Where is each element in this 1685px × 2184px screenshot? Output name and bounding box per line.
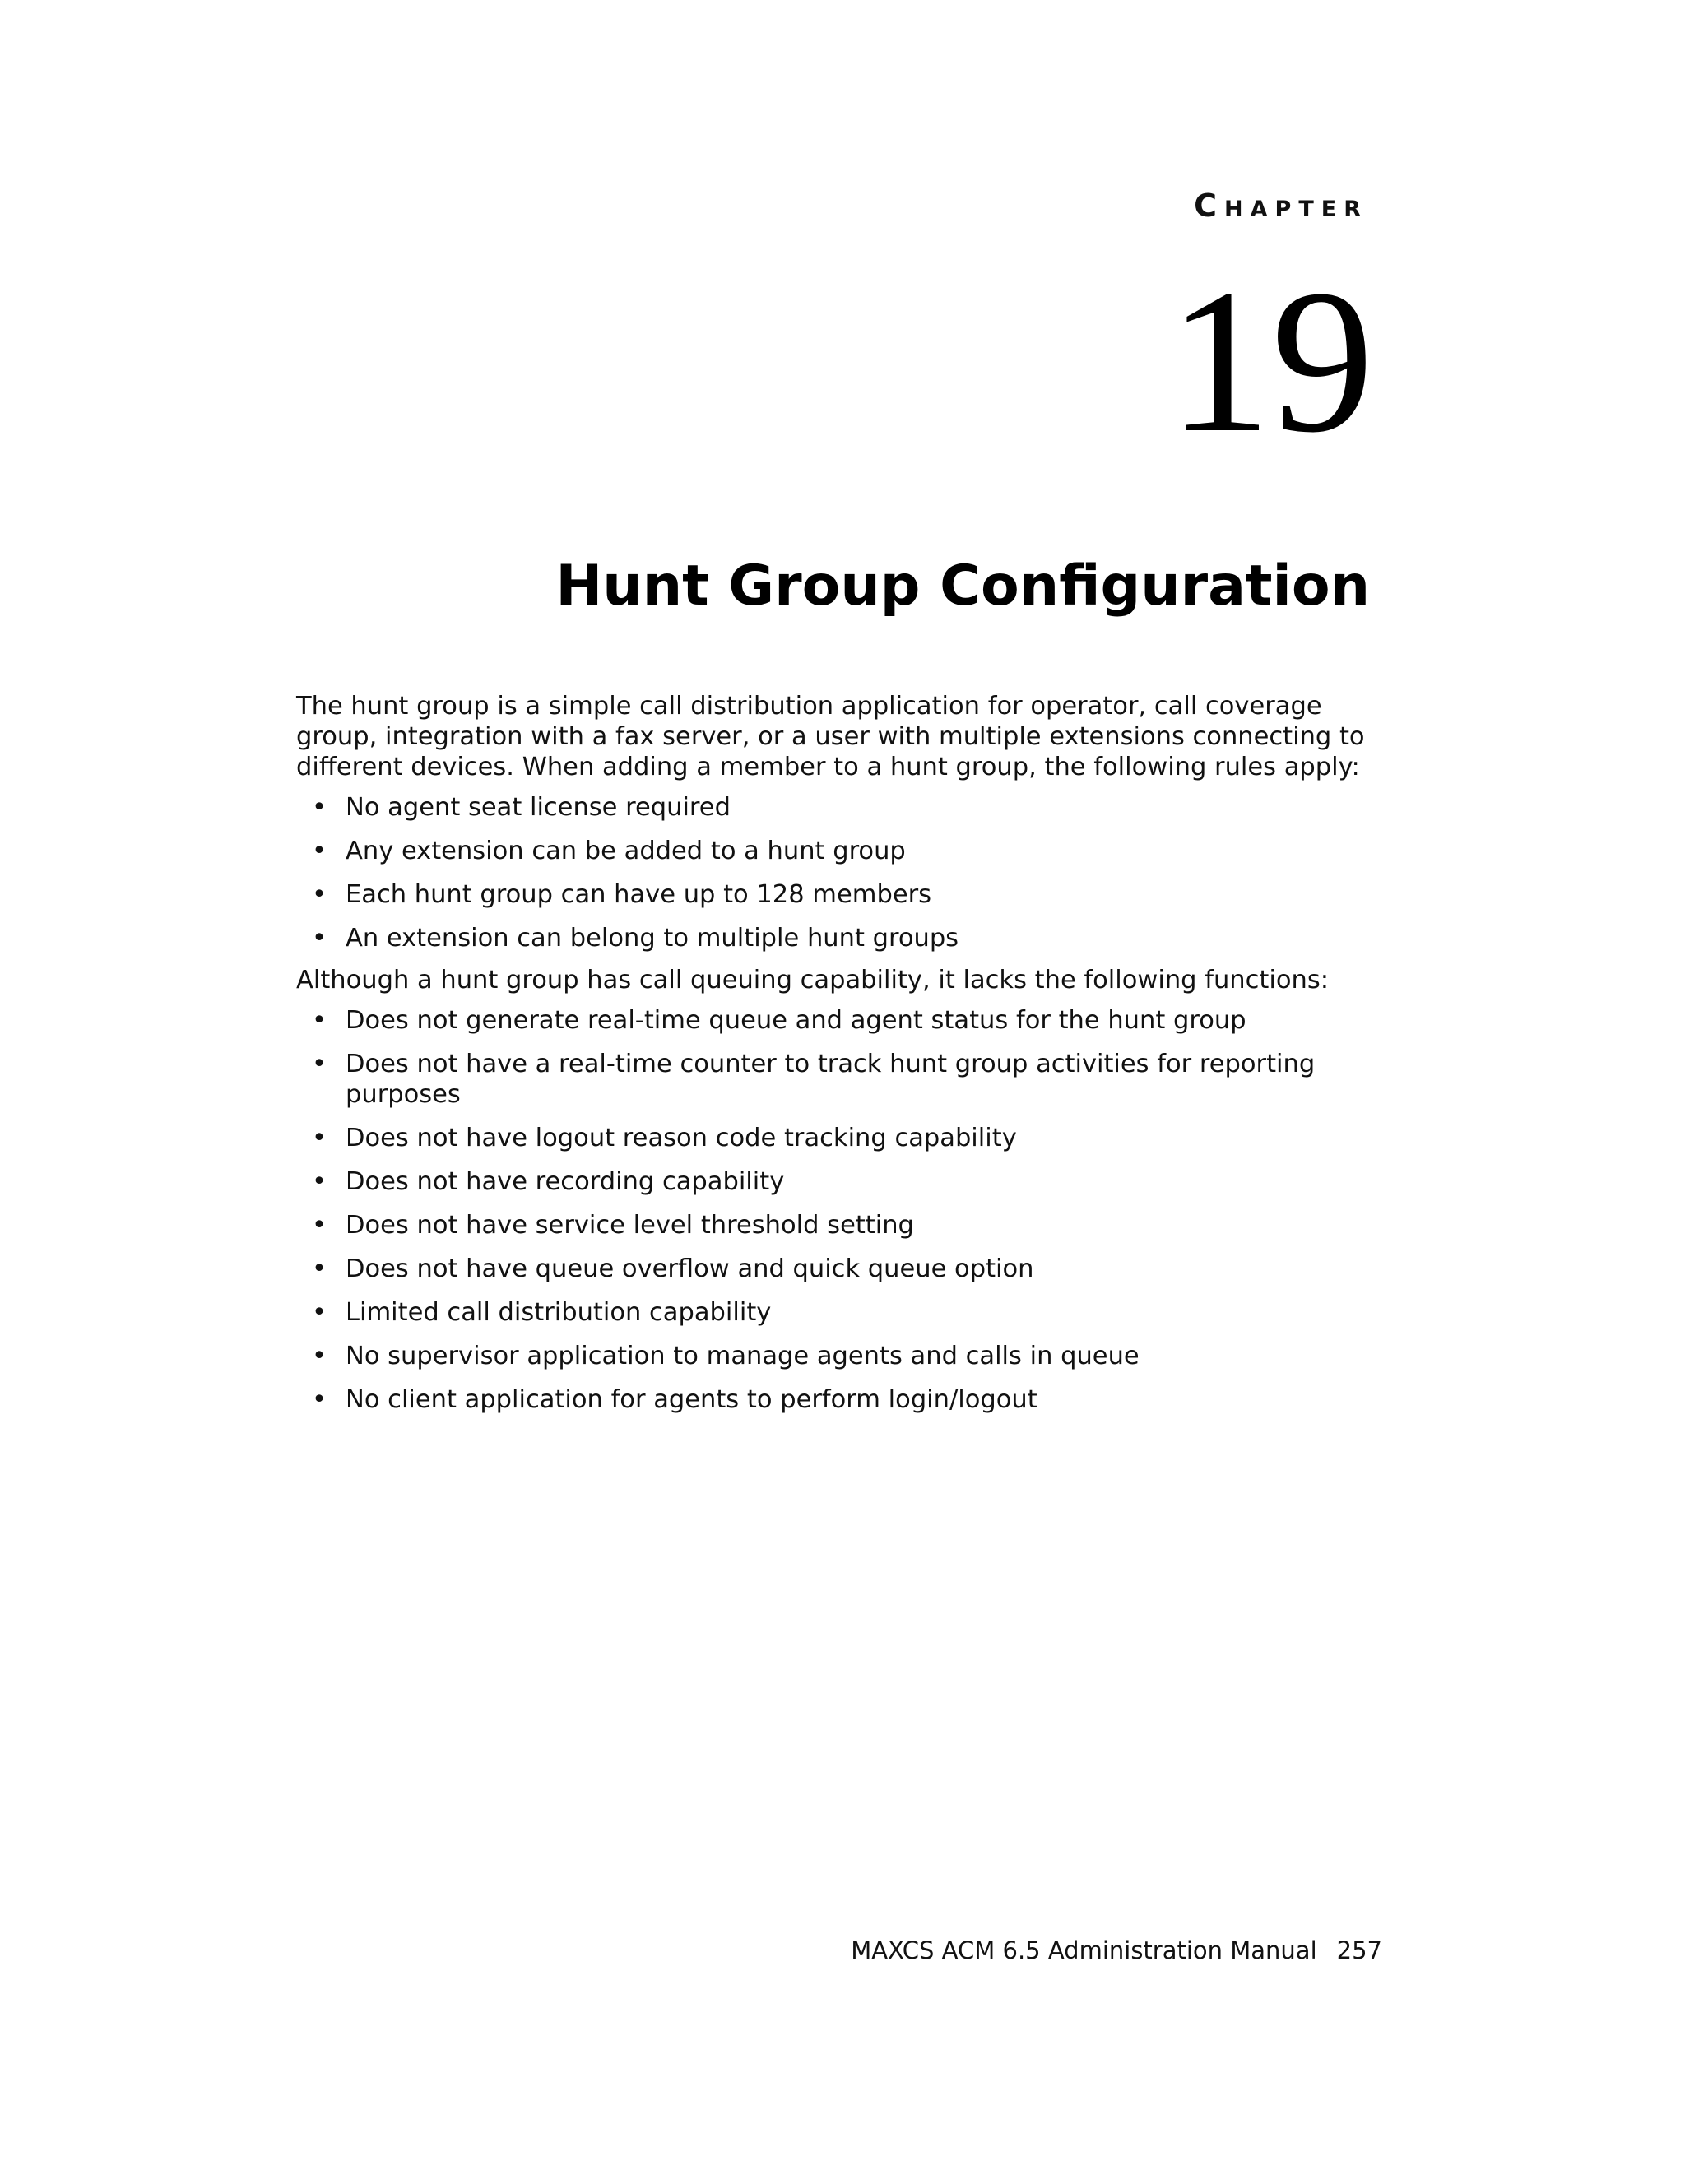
list-item-text: Each hunt group can have up to 128 members	[346, 880, 932, 909]
list-item	[296, 1123, 1390, 1153]
list-item	[296, 1210, 1390, 1240]
list-item-text: Does not have recording capability	[346, 1167, 785, 1196]
bullet-icon: •	[312, 837, 327, 865]
bullet-icon: •	[312, 1124, 327, 1152]
manual-title: MAXCS ACM 6.5 Administration Manual	[851, 1936, 1317, 1964]
list-item-text: Any extension can be added to a hunt group	[346, 837, 906, 865]
list-item-text: Limited call distribution capability	[346, 1298, 772, 1327]
list-item	[296, 1341, 1390, 1371]
list-item	[296, 1254, 1390, 1284]
list-item	[296, 1005, 1390, 1036]
rules-list	[296, 792, 1390, 953]
list-item	[296, 879, 1390, 910]
list-item-text: No supervisor application to manage agents and calls in queue	[346, 1342, 1140, 1370]
list-item	[296, 836, 1390, 866]
page-footer	[851, 1936, 1382, 1964]
bullet-icon: •	[312, 1385, 327, 1414]
list-item-text: No agent seat license required	[346, 793, 731, 822]
bullet-icon: •	[312, 1050, 327, 1078]
list-item	[296, 1166, 1390, 1197]
list-item-text: Does not have service level threshold setting	[346, 1211, 914, 1240]
chapter-title: Hunt Group Configuration	[555, 554, 1370, 619]
limitations-list	[296, 1005, 1390, 1415]
bullet-icon: •	[312, 924, 327, 953]
bullet-icon: •	[312, 1254, 327, 1283]
list-item-text: No client application for agents to perform login/logout	[346, 1385, 1037, 1414]
bullet-icon: •	[312, 793, 327, 822]
list-item	[296, 1297, 1390, 1328]
list-item	[296, 923, 1390, 953]
list-item-text: Does not have logout reason code tracking capability	[346, 1124, 1017, 1152]
limitations-intro: Although a hunt group has call queuing capability, it lacks the following functions:	[296, 966, 1329, 995]
page-number: 257	[1336, 1936, 1382, 1964]
list-item	[296, 1384, 1390, 1415]
chapter-number: 19	[1168, 248, 1374, 475]
list-item	[296, 792, 1390, 823]
list-item-text: Does not generate real-time queue and agent status for the hunt group	[346, 1006, 1246, 1035]
bullet-icon: •	[312, 1167, 327, 1196]
bullet-icon: •	[312, 1211, 327, 1240]
list-item-text: Does not have a real-time counter to track hunt group activities for reporting purposes	[346, 1050, 1316, 1109]
bullet-icon: •	[312, 1342, 327, 1370]
intro-paragraph: The hunt group is a simple call distribution application for operator, call coverage group, integration with a fax server, or a user with multiple extensions connecting to different devices. When adding a member to a hunt group, the following rules apply:	[296, 692, 1365, 781]
list-item-text: Does not have queue overflow and quick queue option	[346, 1254, 1034, 1283]
list-item	[296, 1049, 1390, 1110]
chapter-label: Chapter	[1194, 188, 1368, 224]
main-content	[296, 691, 1390, 1426]
bullet-icon: •	[312, 1298, 327, 1327]
bullet-icon: •	[312, 1006, 327, 1035]
bullet-icon: •	[312, 880, 327, 909]
list-item-text: An extension can belong to multiple hunt groups	[346, 924, 959, 953]
